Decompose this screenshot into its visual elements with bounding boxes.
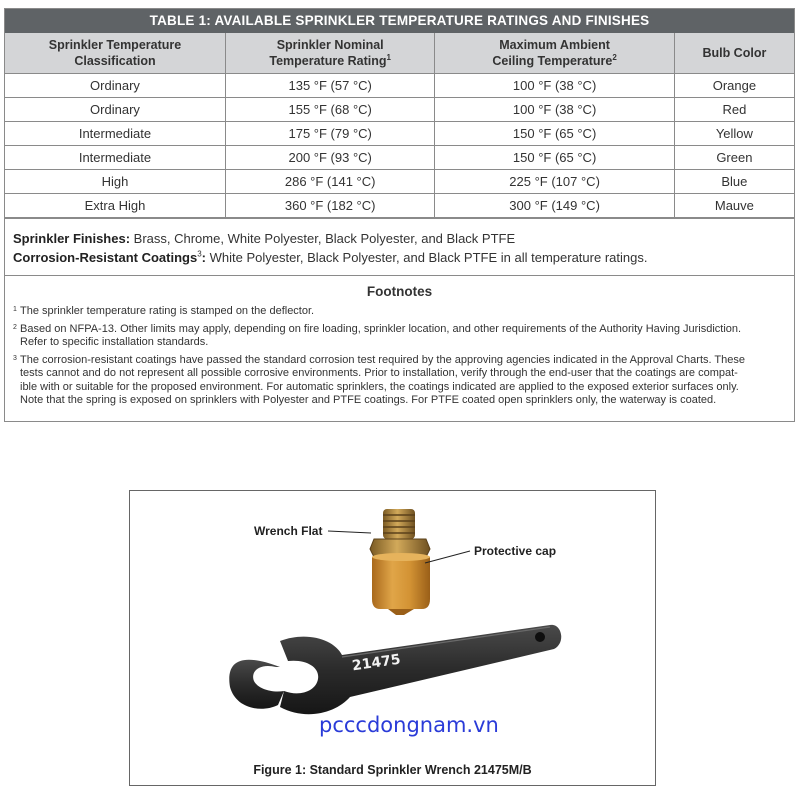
footnote-3: 3 The corrosion-resistant coatings have passed the standard corrosion test required by the approving agencies indicated in the Approval Charts. These tests cannot and do not represent all possible corrosive environments. Prior to installation, verify through the end-user that the coatings are compat- ible with or suitable for the proposed environment. For automatic sprinklers, the coatings indicated are applied to the exposed exterior surfaces only. Note that the spring is exposed on sprinklers with Polyester and PTFE coatings. For PTFE coated open sprinklers only, the waterway is coated.	[13, 353, 745, 406]
header-bulb-color: Bulb Color	[674, 33, 794, 74]
cell-bulb-color: Red	[674, 98, 794, 122]
footnote-1: 1 The sprinkler temperature rating is stamped on the deflector.	[13, 305, 315, 317]
table-title: TABLE 1: AVAILABLE SPRINKLER TEMPERATURE RATINGS AND FINISHES	[5, 9, 794, 33]
cell-max-ambient: 100 °F (38 °C)	[435, 98, 674, 122]
cell-bulb-color: Mauve	[674, 194, 794, 218]
cell-bulb-color: Green	[674, 146, 794, 170]
cell-nominal-rating: 286 °F (141 °C)	[225, 170, 434, 194]
leader-protective-cap	[425, 551, 470, 563]
watermark: pcccdongnam.vn	[319, 713, 499, 737]
sprinkler-finishes-line: Sprinkler Finishes: Brass, Chrome, White Polyester, Black Polyester, and Black PTFE	[13, 231, 516, 246]
header-classification: Sprinkler Temperature Classification	[5, 33, 225, 74]
cell-max-ambient: 300 °F (149 °C)	[435, 194, 674, 218]
sprinkler-ratings-panel	[4, 8, 795, 422]
cell-nominal-rating: 135 °F (57 °C)	[225, 74, 434, 98]
footnote-2: 2 Based on NFPA-13. Other limits may apply, depending on fire loading, sprinkler location, and other requirements of the Authority Having Jurisdiction. Refer to specific installation standards.	[13, 322, 742, 348]
cell-bulb-color: Blue	[674, 170, 794, 194]
cell-max-ambient: 150 °F (65 °C)	[435, 146, 674, 170]
table-row	[5, 194, 794, 218]
cell-bulb-color: Orange	[674, 74, 794, 98]
protective-cap	[372, 557, 430, 609]
finishes-section	[5, 218, 794, 275]
header-max-ambient: Maximum Ambient Ceiling Temperature$^2$	[435, 33, 674, 74]
wrench-number: 21475	[351, 651, 402, 675]
callout-protective-cap: Protective cap	[474, 544, 557, 558]
corrosion-coatings-line: Corrosion-Resistant Coatings$^3$: White Polyester, Black Polyester, and Black PTFE in all temperature ratings.	[13, 249, 648, 265]
table-row	[5, 122, 794, 146]
cell-nominal-rating: 360 °F (182 °C)	[225, 194, 434, 218]
table-row	[5, 74, 794, 98]
wrench-figure	[129, 490, 656, 786]
cell-classification: Ordinary	[5, 74, 225, 98]
cell-bulb-color: Yellow	[674, 122, 794, 146]
ratings-table	[5, 33, 794, 218]
footnotes-heading: Footnotes	[366, 284, 433, 299]
header-nominal-rating: Sprinkler Nominal Temperature Rating$^1$	[225, 33, 434, 74]
cell-classification: Extra High	[5, 194, 225, 218]
figure-caption: Figure 1: Standard Sprinkler Wrench 21475M/B	[253, 763, 532, 777]
sprinkler-threads	[383, 509, 415, 539]
cell-max-ambient: 225 °F (107 °C)	[435, 170, 674, 194]
cell-nominal-rating: 175 °F (79 °C)	[225, 122, 434, 146]
table-header-row	[5, 33, 794, 74]
wrench-illustration	[130, 491, 657, 787]
table-row	[5, 146, 794, 170]
wrench	[229, 625, 561, 714]
cell-classification: Ordinary	[5, 98, 225, 122]
cell-max-ambient: 100 °F (38 °C)	[435, 74, 674, 98]
cell-classification: Intermediate	[5, 146, 225, 170]
footnotes-section	[5, 275, 794, 421]
table-row	[5, 170, 794, 194]
table-row	[5, 98, 794, 122]
cell-nominal-rating: 200 °F (93 °C)	[225, 146, 434, 170]
cell-classification: High	[5, 170, 225, 194]
cell-nominal-rating: 155 °F (68 °C)	[225, 98, 434, 122]
cell-classification: Intermediate	[5, 122, 225, 146]
leader-wrench-flat	[328, 531, 371, 533]
cell-max-ambient: 150 °F (65 °C)	[435, 122, 674, 146]
callout-wrench-flat: Wrench Flat	[254, 524, 323, 538]
